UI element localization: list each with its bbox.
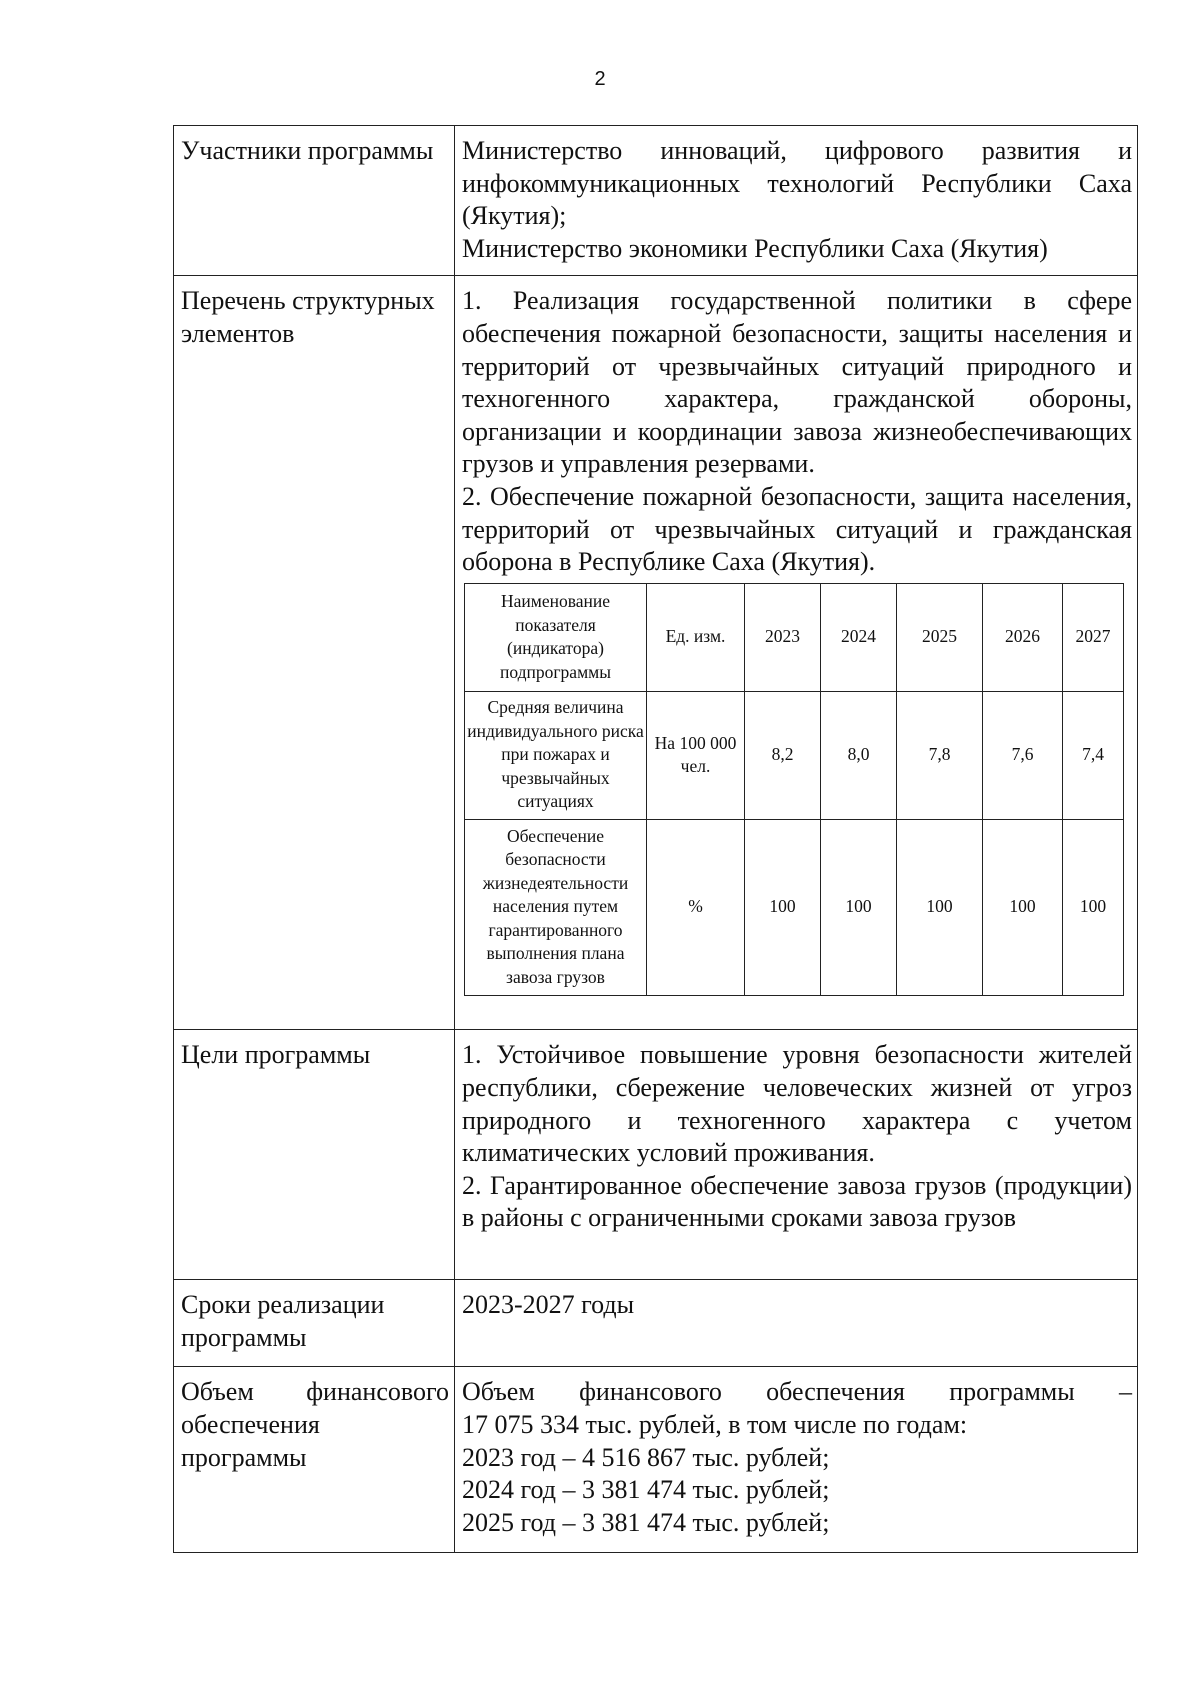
row-timeline <box>174 1280 1138 1367</box>
column-header: 2026 <box>983 583 1063 691</box>
label-text: Объем финансового обеспечения программы <box>181 1377 449 1472</box>
column-header: 2023 <box>745 583 821 691</box>
row-value <box>455 126 1138 276</box>
row-participants <box>174 126 1138 276</box>
paragraph: Министерство инноваций, цифрового развития и инфокоммуникационных технологий Республики Саха (Якутия); <box>462 136 1132 231</box>
label-text: Перечень структурных элементов <box>181 286 435 348</box>
indicators-header-row <box>465 583 1124 691</box>
paragraph: 2024 год – 3 381 474 тыс. рублей; <box>462 1475 830 1505</box>
table-cell: Средняя величина индивидуального риска при пожарах и чрезвычайных ситуациях <box>465 691 647 819</box>
table-cell: % <box>647 819 745 995</box>
table-cell: 8,2 <box>745 691 821 819</box>
row-label <box>174 1280 455 1367</box>
page-number: 2 <box>594 68 606 90</box>
row-value <box>455 1280 1138 1367</box>
table-cell: Обеспечение безопасности жизнедеятельности населения путем гарантированного выполнения плана завоза грузов <box>465 819 647 995</box>
paragraph: 2. Обеспечение пожарной безопасности, защита населения, территорий от чрезвычайных ситуаций и гражданская оборона в Республике Саха (Якутия). <box>462 481 1132 577</box>
row-label <box>174 1367 455 1553</box>
paragraph: 2025 год – 3 381 474 тыс. рублей; <box>462 1507 830 1537</box>
paragraph: 17 075 334 тыс. рублей, в том числе по годам: <box>462 1409 968 1439</box>
column-header: 2027 <box>1063 583 1124 691</box>
table-row <box>465 819 1124 995</box>
table-cell: 7,4 <box>1063 691 1124 819</box>
row-goals <box>174 1030 1138 1280</box>
paragraph: 2. Гарантированное обеспечение завоза грузов (продукции) в районы с ограниченными сроками завоза грузов <box>462 1170 1132 1233</box>
table-cell: 7,6 <box>983 691 1063 819</box>
table-cell: 100 <box>1063 819 1124 995</box>
label-text: Участники программы <box>181 136 434 165</box>
row-label <box>174 126 455 276</box>
label-text: Сроки реализации программы <box>181 1290 385 1352</box>
paragraph: 1. Устойчивое повышение уровня безопасности жителей республики, сбережение человеческих жизней от угроз природного и техногенного характера с учетом климатических условий проживания. <box>462 1040 1132 1168</box>
label-text: Цели программы <box>181 1040 371 1070</box>
indicators-table <box>464 583 1124 996</box>
row-value <box>455 1367 1138 1553</box>
program-passport-table <box>173 125 1138 1553</box>
paragraph: 1. Реализация государственной политики в сфере обеспечения пожарной безопасности, защиты населения и территорий от чрезвычайных ситуаций природного и техногенного характера, гражданской обороны, организации и координации завоза жизнеобеспечивающих грузов и управления резервами. <box>462 286 1132 479</box>
column-header: 2025 <box>897 583 983 691</box>
row-value <box>455 276 1138 1030</box>
table-cell: 100 <box>983 819 1063 995</box>
row-label <box>174 276 455 1030</box>
paragraph: 2023 год – 4 516 867 тыс. рублей; <box>462 1442 830 1472</box>
paragraph: 2023-2027 годы <box>462 1290 635 1320</box>
column-header: 2024 <box>821 583 897 691</box>
row-structural-elements <box>174 276 1138 1030</box>
paragraph: Министерство экономики Республики Саха (Якутия) <box>462 233 1048 263</box>
paragraph: Объем финансового обеспечения программы – <box>462 1377 1132 1407</box>
table-cell: 8,0 <box>821 691 897 819</box>
column-header: Наименование показателя (индикатора) подпрограммы <box>465 583 647 691</box>
table-cell: 100 <box>745 819 821 995</box>
table-cell: 7,8 <box>897 691 983 819</box>
row-value <box>455 1030 1138 1280</box>
row-label <box>174 1030 455 1280</box>
table-row <box>465 691 1124 819</box>
column-header: Ед. изм. <box>647 583 745 691</box>
table-cell: 100 <box>897 819 983 995</box>
table-cell: На 100 000 чел. <box>647 691 745 819</box>
table-cell: 100 <box>821 819 897 995</box>
row-funding <box>174 1367 1138 1553</box>
